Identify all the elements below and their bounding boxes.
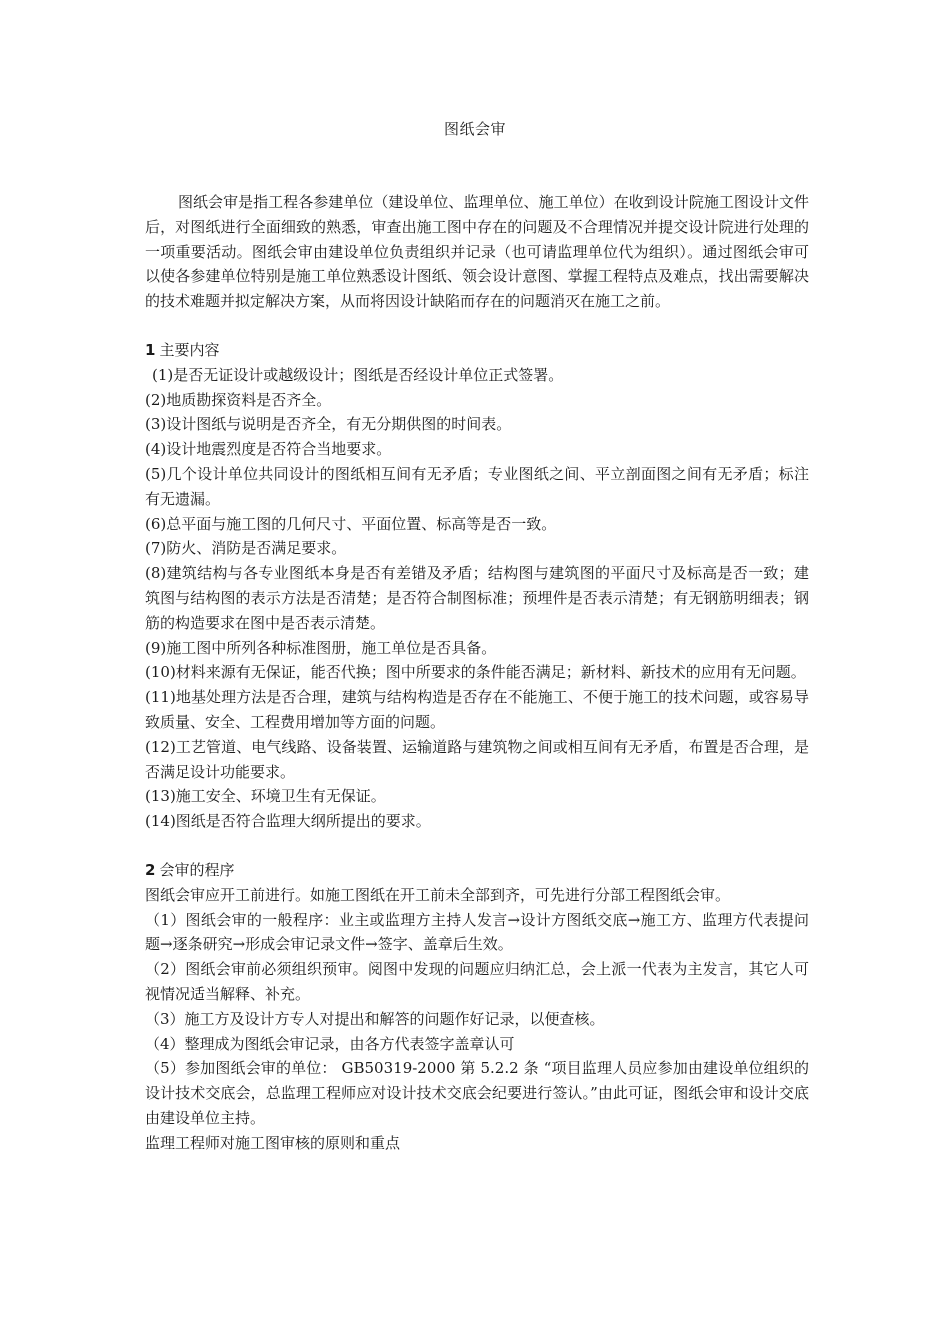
section-1-heading — [145, 338, 809, 363]
section-2-item: （4）整理成为图纸会审记录，由各方代表签字盖章认可 — [145, 1034, 515, 1053]
section-1-item: (14)图纸是否符合监理大纲所提出的要求。 — [145, 812, 431, 831]
spacer — [145, 834, 809, 858]
section-1-number: 1 — [145, 340, 156, 359]
section-1-item: (11)地基处理方法是否合理，建筑与结构构造是否存在不能施工、不便于施工的技术问题，或容易导致质量、安全、工程费用增加等方面的问题。 — [145, 688, 809, 731]
section-1-item: (10)材料来源有无保证，能否代换；图中所要求的条件能否满足；新材料、新技术的应用有无问题。 — [145, 663, 806, 682]
section-2-lead: 图纸会审应开工前进行。如施工图纸在开工前未全部到齐，可先进行分部工程图纸会审。 — [145, 885, 731, 904]
section-1-item: (12)工艺管道、电气线路、设备装置、运输道路与建筑物之间或相互间有无矛盾，布置是否合理，是否满足设计功能要求。 — [145, 737, 809, 781]
section-2-item: （5）参加图纸会审的单位： GB50319-2000 第 5.2.2 条 “项目监理人员应参加由建设单位组织的设计技术交底会，总监理工程师应对设计技术交底会纪要进行签认。”由此可证，图纸会审和设计交底由建设单位主持。 — [145, 1059, 809, 1127]
section-2-title: 会审的程序 — [159, 860, 235, 879]
section-2-item: （1）图纸会审的一般程序：业主或监理方主持人发言→设计方图纸交底→施工方、监理方代表提问题→逐条研究→形成会审记录文件→签字、盖章后生效。 — [145, 910, 809, 954]
section-1-item: (4)设计地震烈度是否符合当地要求。 — [145, 440, 392, 459]
section-1-title: 主要内容 — [159, 340, 220, 359]
spacer — [145, 314, 809, 338]
section-1-item: (7)防火、消防是否满足要求。 — [145, 539, 347, 558]
section-2-item: （2）图纸会审前必须组织预审。阅图中发现的问题应归纳汇总，会上派一代表为主发言，其它人可视情况适当解释、补充。 — [145, 960, 809, 1003]
section-1-item: (6)总平面与施工图的几何尺寸、平面位置、标高等是否一致。 — [145, 514, 557, 533]
document-title: 图纸会审 — [443, 120, 506, 138]
section-2-heading — [145, 858, 809, 883]
section-1-item: (2)地质勘探资料是否齐全。 — [145, 390, 332, 409]
section-2-closing: 监理工程师对施工图审核的原则和重点 — [145, 1133, 401, 1152]
section-1-item: (5)几个设计单位共同设计的图纸相互间有无矛盾；专业图纸之间、平立剖面图之间有无矛盾；标注有无遗漏。 — [145, 464, 809, 508]
section-1-item: (3)设计图纸与说明是否齐全，有无分期供图的时间表。 — [145, 415, 512, 434]
section-1-item: (1)是否无证设计或越级设计；图纸是否经设计单位正式签署。 — [152, 365, 564, 384]
section-1-item: (8)建筑结构与各专业图纸本身是否有差错及矛盾；结构图与建筑图的平面尺寸及标高是否一致；建筑图与结构图的表示方法是否清楚；是否符合制图标准；预埋件是否表示清楚；有无钢筋明细表；钢筋的构造要求在图中是否表示清楚。 — [145, 564, 809, 632]
intro-paragraph: 图纸会审是指工程各参建单位（建设单位、监理单位、施工单位）在收到设计院施工图设计文件后，对图纸进行全面细致的熟悉，审查出施工图中存在的问题及不合理情况并提交设计院进行处理的一项重要活动。图纸会审由建设单位负责组织并记录（也可请监理单位代为组织）。通过图纸会审可以使各参建单位特别是施工单位熟悉设计图纸、领会设计意图、掌握工程特点及难点，找出需要解决的技术难题并拟定解决方案，从而将因设计缺陷而存在的问题消灭在施工之前。 — [145, 193, 809, 311]
section-1-item: (9)施工图中所列各种标准图册，施工单位是否具备。 — [145, 638, 497, 657]
section-2-number: 2 — [145, 860, 156, 879]
document-body — [145, 190, 809, 1155]
section-1-item: (13)施工安全、环境卫生有无保证。 — [145, 787, 386, 806]
section-2-item: （3）施工方及设计方专人对提出和解答的问题作好记录，以便查核。 — [145, 1009, 605, 1028]
